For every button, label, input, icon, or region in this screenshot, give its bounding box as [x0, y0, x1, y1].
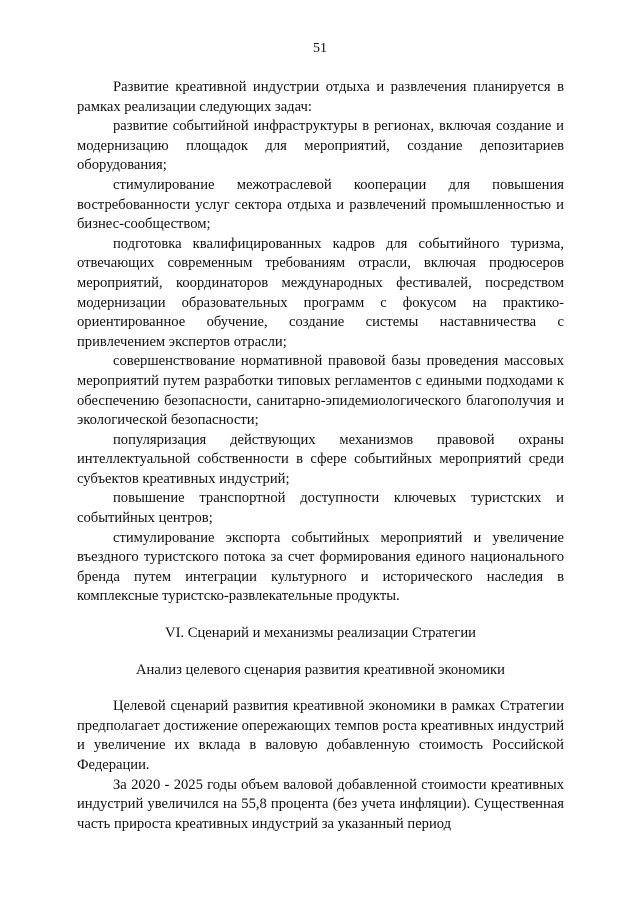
paragraph-gva-growth: За 2020 - 2025 годы объем валовой добавленной стоимости креативных индустрий увеличился на 55,8 процента (без учета инфляции). Существенная часть прироста креативных индустрий за указанный период: [77, 776, 564, 832]
paragraph-task-personnel: подготовка квалифицированных кадров для событийного туризма, отвечающих современным требованиям отрасли, включая продюсеров мероприятий, координаторов международных фестивалей, посредством модернизации образовательных программ с фокусом на практико-ориентированное обучение, создание системы наставничества с привлечением экспертов отрасли;: [77, 235, 564, 350]
paragraph-task-infrastructure: развитие событийной инфраструктуры в регионах, включая создание и модернизацию площадок для мероприятий, создание депозитариев оборудования;: [77, 118, 564, 174]
paragraph-task-ip-protection: популяризация действующих механизмов правовой охраны интеллектуальной собственности в сфере событийных мероприятий среди субъектов креативных индустрий;: [77, 431, 564, 487]
paragraph-task-regulation: совершенствование нормативной правовой базы проведения массовых мероприятий путем разработки типовых регламентов с едиными подходами к обеспечению безопасности, санитарно-эпидемиологического благополучия и экологической безопасности;: [77, 353, 564, 429]
document-body: [77, 78, 564, 834]
paragraph-task-cooperation: стимулирование межотраслевой кооперации для повышения востребованности услуг сектора отдыха и развлечений промышленностью и бизнес-сообществом;: [77, 176, 564, 233]
paragraph-target-scenario: Целевой сценарий развития креативной экономики в рамках Стратегии предполагает достижение опережающих темпов роста креативных индустрий и увеличение их вклада в валовую добавленную стоимость Российской Федерации.: [77, 698, 564, 773]
paragraph-intro: Развитие креативной индустрии отдыха и развлечения планируется в рамках реализации следующих задач:: [77, 79, 564, 115]
paragraph-task-export: стимулирование экспорта событийных мероприятий и увеличение въездного туристского потока за счет формирования единого национального бренда путем интеграции культурного и исторического наследия в комплексные туристско-развлекательные продукты.: [77, 529, 564, 605]
page-number: 51: [313, 41, 327, 56]
section-heading: VI. Сценарий и механизмы реализации Стратегии: [165, 625, 476, 642]
section-subheading: Анализ целевого сценария развития креативной экономики: [136, 661, 505, 678]
paragraph-task-transport: повышение транспортной доступности ключевых туристских и событийных центров;: [77, 490, 564, 527]
